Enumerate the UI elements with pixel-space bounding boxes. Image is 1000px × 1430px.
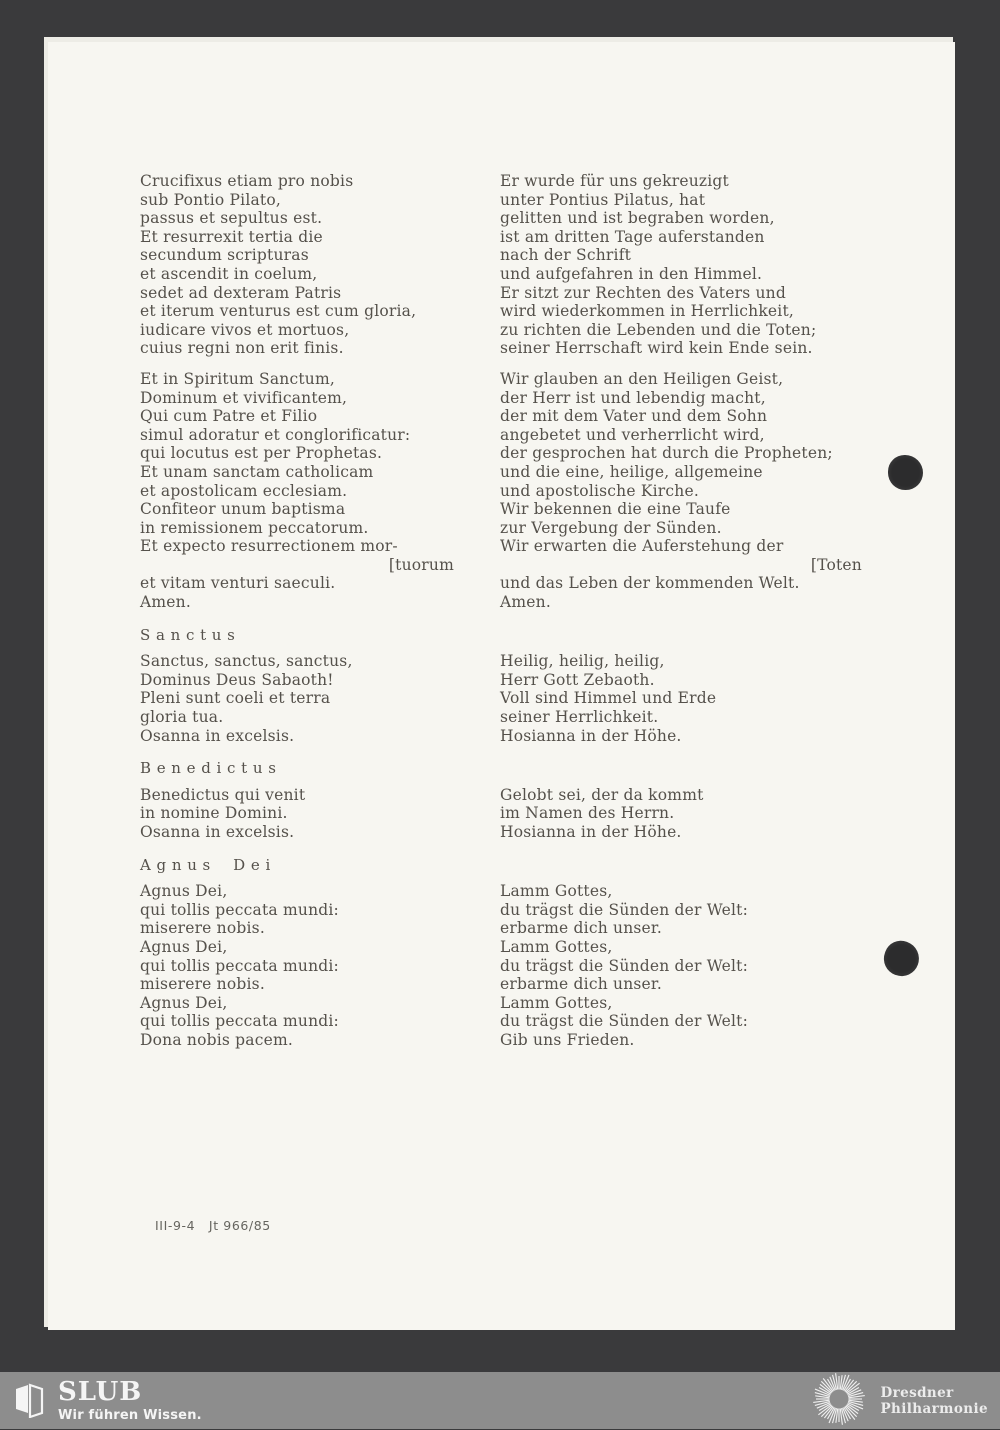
text-line: Wir bekennen die eine Taufe — [500, 500, 731, 519]
text-line: passus et sepultus est. — [140, 209, 323, 228]
text-line: der Herr ist und lebendig macht, — [500, 388, 766, 407]
text-line: Osanna in excelsis. — [140, 726, 295, 745]
text-line: zu richten die Lebenden und die Toten; — [500, 320, 817, 339]
text-line: und apostolische Kirche. — [500, 481, 699, 500]
text-line: et apostolicam ecclesiam. — [140, 481, 348, 500]
text-line: qui locutus est per Prophetas. — [140, 444, 383, 463]
text-line: Wir erwarten die Auferstehung der — [500, 537, 784, 556]
text-line: zur Vergebung der Sünden. — [500, 518, 722, 537]
text-line: et vitam venturi saeculi. — [140, 574, 336, 593]
text-line: simul adoratur et conglorificatur: — [140, 425, 411, 444]
philharmonie-starburst-icon — [812, 1372, 866, 1430]
text-line: Confiteor unum baptisma — [140, 500, 346, 519]
text-line: gloria tua. — [140, 708, 224, 727]
text-line: der gesprochen hat durch die Propheten; — [500, 444, 833, 463]
text-line: sub Pontio Pilato, — [140, 190, 282, 209]
punch-hole-top — [888, 455, 923, 490]
text-line: Pleni sunt coeli et terra — [140, 689, 331, 708]
text-line: Hosianna in der Höhe. — [500, 823, 682, 841]
text-line: Et unam sanctam catholicam — [140, 462, 374, 481]
text-line: in remissionem peccatorum. — [140, 518, 369, 537]
philharmonie-name — [880, 1385, 988, 1417]
text-line: Sanctus, sanctus, sanctus, — [140, 652, 353, 671]
text-line: et ascendit in coelum, — [140, 264, 318, 283]
section-heading: Agnus Dei — [140, 855, 276, 874]
text-line: [tuorum — [388, 555, 454, 574]
text-line: Agnus Dei, — [140, 993, 228, 1012]
print-reference-number: III-9-4 Jt 966/85 — [155, 1218, 271, 1233]
text-line: qui tollis peccata mundi: — [140, 900, 339, 919]
text-line: erbarme dich unser. — [500, 919, 662, 938]
text-line: angebetet und verherrlicht wird, — [500, 425, 765, 444]
text-line: und das Leben der kommenden Welt. — [500, 574, 800, 593]
stanza — [140, 172, 458, 358]
text-line: iudicare vivos et mortuos, — [140, 320, 350, 339]
text-line: seiner Herrschaft wird kein Ende sein. — [500, 339, 813, 358]
text-line: Et expecto resurrectionem mor- — [140, 537, 398, 556]
text-line: Lamm Gottes, — [500, 993, 613, 1012]
text-line: gelitten und ist begraben worden, — [500, 209, 775, 228]
stanza — [140, 370, 458, 612]
text-line: Gib uns Frieden. — [500, 1030, 635, 1049]
text-line: qui tollis peccata mundi: — [140, 1012, 339, 1031]
stanza — [500, 172, 866, 358]
stanza — [500, 882, 866, 1049]
text-line: Crucifixus etiam pro nobis — [140, 172, 354, 190]
text-line: erbarme dich unser. — [500, 975, 662, 994]
text-line: Et resurrexit tertia die — [140, 227, 323, 246]
stanza — [140, 652, 458, 745]
text-line: ist am dritten Tage auferstanden — [500, 227, 765, 246]
philharmonie-name-line1: Dresdner — [880, 1384, 954, 1401]
text-line: seiner Herrlichkeit. — [500, 708, 659, 727]
text-line: Osanna in excelsis. — [140, 823, 295, 841]
text-line: wird wiederkommen in Herrlichkeit, — [500, 302, 795, 321]
slub-text-block — [58, 1378, 202, 1423]
latin-text-column — [140, 172, 458, 1062]
text-line: Herr Gott Zebaoth. — [500, 670, 655, 689]
philharmonie-name-line2: Philharmonie — [880, 1400, 988, 1417]
text-line: Agnus Dei, — [140, 937, 228, 956]
slub-branding — [14, 1378, 202, 1423]
text-line: qui tollis peccata mundi: — [140, 956, 339, 975]
text-line: du trägst die Sünden der Welt: — [500, 1012, 748, 1031]
text-line: Er wurde für uns gekreuzigt — [500, 172, 729, 190]
text-line: der mit dem Vater und dem Sohn — [500, 407, 768, 426]
text-line: du trägst die Sünden der Welt: — [500, 900, 748, 919]
scanned-page — [48, 42, 955, 1330]
section-heading: Sanctus — [140, 625, 241, 644]
slub-wordmark: SLUB — [58, 1377, 143, 1407]
punch-hole-bottom — [879, 936, 924, 981]
stanza — [500, 786, 866, 842]
text-line: miserere nobis. — [140, 919, 265, 938]
text-line: [Toten — [810, 555, 862, 574]
text-line: cuius regni non erit finis. — [140, 339, 344, 358]
text-line: Dominum et vivificantem, — [140, 388, 348, 407]
text-line: Agnus Dei, — [140, 882, 228, 901]
text-line: Voll sind Himmel und Erde — [500, 689, 717, 708]
stanza — [140, 882, 458, 1049]
text-line: Dominus Deus Sabaoth! — [140, 670, 334, 689]
text-line: et iterum venturus est cum gloria, — [140, 302, 417, 321]
text-line: Amen. — [140, 593, 191, 612]
footer-bar — [0, 1372, 1000, 1429]
text-line: miserere nobis. — [140, 975, 265, 994]
text-line: Benedictus qui venit — [140, 785, 306, 804]
stanza — [500, 652, 866, 745]
text-line: im Namen des Herrn. — [500, 804, 675, 823]
text-line: unter Pontius Pilatus, hat — [500, 190, 706, 209]
text-line: Dona nobis pacem. — [140, 1030, 294, 1049]
stanza — [140, 786, 458, 842]
text-line: Hosianna in der Höhe. — [500, 726, 682, 745]
slub-tagline: Wir führen Wissen. — [58, 1408, 202, 1423]
text-line: du trägst die Sünden der Welt: — [500, 956, 748, 975]
text-line: Lamm Gottes, — [500, 882, 613, 901]
philharmonie-branding — [812, 1372, 988, 1429]
text-line: und aufgefahren in den Himmel. — [500, 264, 763, 283]
text-line: Wir glauben an den Heiligen Geist, — [500, 369, 784, 388]
text-line: secundum scripturas — [140, 246, 309, 265]
text-line: Er sitzt zur Rechten des Vaters und — [500, 283, 786, 302]
stanza — [500, 370, 866, 612]
text-line: Amen. — [500, 593, 551, 612]
slub-book-icon — [14, 1382, 44, 1422]
text-line: Heilig, heilig, heilig, — [500, 652, 665, 671]
german-text-column — [500, 172, 866, 1062]
text-line: und die eine, heilige, allgemeine — [500, 462, 763, 481]
text-line: nach der Schrift — [500, 246, 632, 265]
section-heading: Benedictus — [140, 759, 282, 778]
text-line: sedet ad dexteram Patris — [140, 283, 342, 302]
text-line: Lamm Gottes, — [500, 937, 613, 956]
text-line: Qui cum Patre et Filio — [140, 407, 318, 426]
text-line: Gelobt sei, der da kommt — [500, 785, 704, 804]
text-line: Et in Spiritum Sanctum, — [140, 369, 335, 388]
text-line: in nomine Domini. — [140, 804, 288, 823]
